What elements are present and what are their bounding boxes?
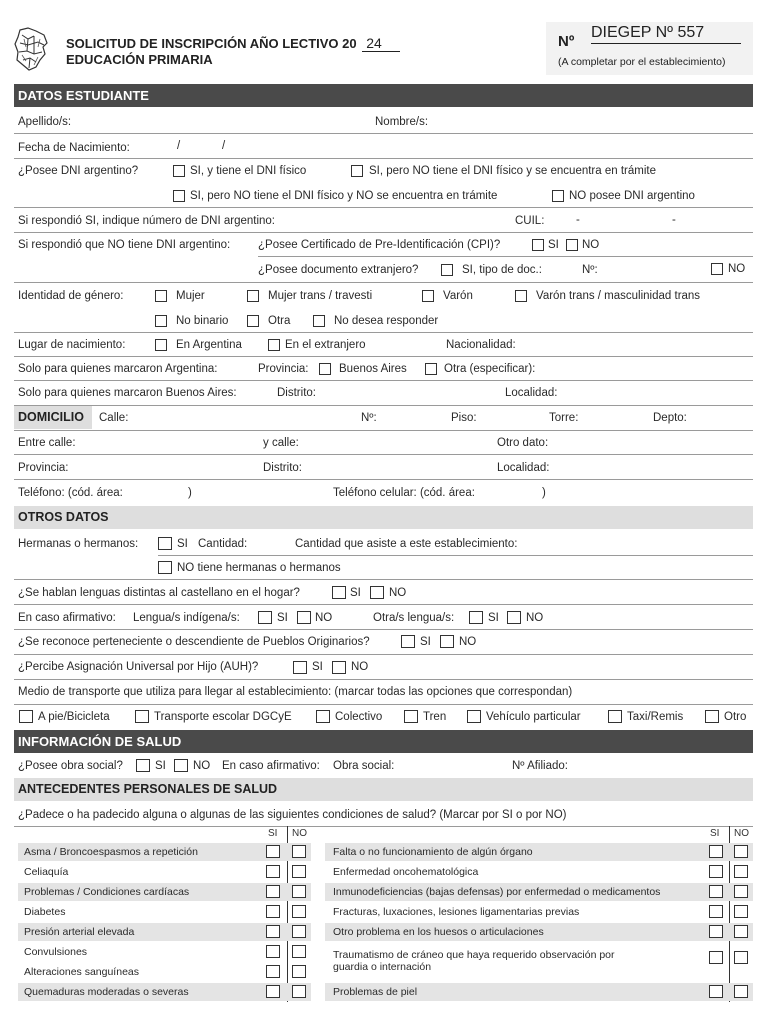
lenguas-no-checkbox[interactable] [370,586,384,599]
doc-ext-si-checkbox[interactable] [441,264,453,276]
solo-argentina-label: Solo para quienes marcaron Argentina: [18,363,218,375]
province-map-logo [14,27,48,71]
doc-tipo-label: SI, tipo de doc.: [462,264,542,276]
lenguas-si-checkbox[interactable] [332,586,346,599]
health-left-label: Diabetes [24,906,66,918]
dni-option-2-checkbox[interactable] [351,165,363,177]
transporte-taxi-checkbox[interactable] [608,710,622,723]
provincia-bsas-checkbox[interactable] [319,363,331,375]
transporte-escolar-label: Transporte escolar DGCyE [154,711,292,723]
celular-label: Teléfono celular: (cód. área: [333,487,475,499]
lenguas-no-label: NO [389,587,407,599]
lugar-extranjero-label: En el extranjero [285,339,366,351]
obra-afirmativo-label: En caso afirmativo: [222,760,320,772]
health-left-no-checkbox[interactable] [292,865,306,878]
provincia-otra-checkbox[interactable] [425,363,437,375]
health-left-si-checkbox[interactable] [266,985,280,998]
health-right-no-checkbox[interactable] [734,951,748,964]
health-left-label: Problemas / Condiciones cardíacas [24,886,190,898]
solo-bsas-label: Solo para quienes marcaron Buenos Aires: [18,387,237,399]
registration-number-box [546,22,753,75]
genero-nodesea-label: No desea responder [334,315,439,327]
distrito-label: Distrito: [277,387,316,399]
health-left-no-checkbox[interactable] [292,905,306,918]
antecedentes-question: ¿Padece o ha padecido alguna o algunas de las siguientes condiciones de salud? (Marcar por SI o por NO) [18,809,567,821]
provincia-otra-label: Otra (especificar): [444,363,536,375]
y-calle-label: y calle: [263,437,299,449]
transporte-vehiculo-checkbox[interactable] [467,710,481,723]
obra-no-checkbox[interactable] [174,759,188,772]
section-otros-datos: OTROS DATOS [14,506,753,529]
section-antecedentes: ANTECEDENTES PERSONALES DE SALUD [14,778,753,801]
dni-option-1-checkbox[interactable] [173,165,185,177]
hermanos-label: Hermanas o hermanos: [18,538,139,550]
cpi-no-label: NO [582,239,600,251]
provincia-label: Provincia: [258,363,309,375]
cuil-dash-1: - [576,214,580,226]
lugar-extranjero-checkbox[interactable] [268,339,280,351]
health-left-si-checkbox[interactable] [266,965,280,978]
obra-si-checkbox[interactable] [136,759,150,772]
no-dni-label: Si respondió que NO tiene DNI argentino: [18,239,231,251]
transporte-colectivo-label: Colectivo [335,711,383,723]
hermanos-si-label: SI [177,538,188,550]
cuil-label: CUIL: [515,215,545,227]
localidad-label: Localidad: [505,387,558,399]
health-left-si-checkbox[interactable] [266,865,280,878]
health-right-si-checkbox[interactable] [709,905,723,918]
lenguas-si-label: SI [350,587,361,599]
transporte-escolar-checkbox[interactable] [135,710,149,723]
transporte-pie-checkbox[interactable] [19,710,33,723]
genero-mujer-trans-label: Mujer trans / travesti [268,290,373,302]
dni-option-3-label: SI, pero NO tiene el DNI físico y NO se encuentra en trámite [190,190,498,202]
obra-no-label: NO [193,760,211,772]
transporte-taxi-label: Taxi/Remis [627,711,684,723]
health-right-si-checkbox[interactable] [709,951,723,964]
health-left-label: Quemaduras moderadas o severas [24,986,189,998]
health-left-label: Alteraciones sanguíneas [24,966,139,978]
health-left-label: Celiaquía [24,866,69,878]
transporte-pie-label: A pie/Bicicleta [38,711,110,723]
health-right-label: Falta o no funcionamiento de algún órgano [333,846,533,858]
indigena-no-checkbox[interactable] [297,611,311,624]
health-left-no-checkbox[interactable] [292,925,306,938]
depto-label: Depto: [653,412,687,424]
right-si-header: SI [710,828,720,839]
indigena-si-checkbox[interactable] [258,611,272,624]
health-right-no-checkbox[interactable] [734,845,748,858]
health-right-no-checkbox[interactable] [734,885,748,898]
auh-no-label: NO [351,661,369,673]
originarios-si-label: SI [420,636,431,648]
doc-ext-no-label: NO [728,263,746,275]
transporte-tren-checkbox[interactable] [404,710,418,723]
nombre-label: Nombre/s: [375,116,429,128]
otras-si-checkbox[interactable] [469,611,483,624]
cantidad-asiste-label: Cantidad que asiste a este establecimiento: [295,538,518,550]
transporte-vehiculo-label: Vehículo particular [486,711,581,723]
health-right-label: Enfermedad oncohematológica [333,866,479,878]
number-field[interactable]: DIEGEP Nº 557 [591,24,741,44]
cpi-si-label: SI [548,239,559,251]
number-label: Nº [558,33,575,50]
dni-question: ¿Posee DNI argentino? [18,165,139,177]
genero-mujer-checkbox[interactable] [155,290,167,302]
dni-option-3-checkbox[interactable] [173,190,185,202]
health-right-row [325,843,753,861]
doc-ext-question: ¿Posee documento extranjero? [258,264,419,276]
health-left-si-checkbox[interactable] [266,845,280,858]
cpi-si-checkbox[interactable] [532,239,544,251]
nacionalidad-label: Nacionalidad: [446,339,516,351]
health-right-label-cont: guardia o internación [333,961,432,973]
health-right-si-checkbox[interactable] [709,925,723,938]
transporte-colectivo-checkbox[interactable] [316,710,330,723]
dni-option-2-label: SI, pero NO tiene el DNI físico y se encuentra en trámite [369,165,656,177]
title-line2: EDUCACIÓN PRIMARIA [66,52,213,67]
lugar-label: Lugar de nacimiento: [18,339,126,351]
health-left-no-checkbox[interactable] [292,885,306,898]
genero-otra-label: Otra [268,315,291,327]
health-right-label: Otro problema en los huesos o articulaciones [333,926,544,938]
lugar-argentina-checkbox[interactable] [155,339,167,351]
health-right-no-checkbox[interactable] [734,925,748,938]
title-line1: SOLICITUD DE INSCRIPCIÓN AÑO LECTIVO 20 [66,36,357,51]
health-right-label: Fracturas, luxaciones, lesiones ligamentarias previas [333,906,580,918]
lugar-argentina-label: En Argentina [176,339,242,351]
genero-otra-checkbox[interactable] [247,315,259,327]
fecha-label: Fecha de Nacimiento: [18,142,130,154]
indigena-no-label: NO [315,612,333,624]
otro-dato-label: Otro dato: [497,437,549,449]
genero-nobinario-checkbox[interactable] [155,315,167,327]
health-left-no-checkbox[interactable] [292,985,306,998]
health-left-si-checkbox[interactable] [266,925,280,938]
hermanos-si-checkbox[interactable] [158,537,172,550]
health-left-no-checkbox[interactable] [292,945,306,958]
doc-num-label: Nº: [582,264,598,276]
originarios-no-label: NO [459,636,477,648]
indigena-label: Lengua/s indígena/s: [133,612,240,624]
auh-si-label: SI [312,661,323,673]
number-note: (A completar por el establecimiento) [558,56,726,68]
calle-label: Calle: [99,412,129,424]
health-right-row [325,863,753,881]
dom-localidad-label: Localidad: [497,462,550,474]
health-right-no-checkbox[interactable] [734,865,748,878]
dni-option-1-label: SI, y tiene el DNI físico [190,165,307,177]
obra-si-label: SI [155,760,166,772]
afiliado-label: Nº Afiliado: [512,760,568,772]
genero-nobinario-label: No binario [176,315,229,327]
health-right-row [325,923,753,941]
health-left-no-checkbox[interactable] [292,845,306,858]
fecha-slash-1: / [177,140,181,152]
apellido-label: Apellido/s: [18,116,72,128]
obra-social-label: Obra social: [333,760,395,772]
no-hermanos-label: NO tiene hermanas o hermanos [177,562,341,574]
transporte-tren-label: Tren [423,711,447,723]
health-right-no-checkbox[interactable] [734,905,748,918]
no-hermanos-checkbox[interactable] [158,561,172,574]
fecha-slash-2: / [222,140,226,152]
section-domicilio: DOMICILIO [14,406,92,429]
dni-option-4-label: NO posee DNI argentino [569,190,695,202]
health-right-label: Problemas de piel [333,986,418,998]
obra-social-question: ¿Posee obra social? [18,760,123,772]
genero-varon-checkbox[interactable] [422,290,434,302]
cantidad-label: Cantidad: [198,538,248,550]
health-right-si-checkbox[interactable] [709,845,723,858]
health-left-label: Convulsiones [24,946,88,958]
telefono-paren: ) [188,487,192,499]
doc-ext-no-checkbox[interactable] [711,263,723,275]
cpi-question: ¿Posee Certificado de Pre-Identificación (CPI)? [258,239,501,251]
genero-varon-label: Varón [443,290,473,302]
auh-si-checkbox[interactable] [293,661,307,674]
genero-mujer-label: Mujer [176,290,205,302]
auh-question: ¿Percibe Asignación Universal por Hijo (AUH)? [18,661,259,673]
otras-no-label: NO [526,612,544,624]
genero-varon-trans-label: Varón trans / masculinidad trans [536,290,701,302]
health-right-si-checkbox[interactable] [709,865,723,878]
otras-lenguas-label: Otra/s lengua/s: [373,612,455,624]
health-left-no-checkbox[interactable] [292,965,306,978]
health-right-si-checkbox[interactable] [709,885,723,898]
telefono-label: Teléfono: (cód. área: [18,487,123,499]
health-right-row [325,883,753,901]
transporte-otro-checkbox[interactable] [705,710,719,723]
dni-option-4-checkbox[interactable] [552,190,564,202]
right-no-header: NO [734,828,749,839]
year-field[interactable]: 24 [362,36,400,52]
dom-distrito-label: Distrito: [263,462,302,474]
health-right-no-checkbox[interactable] [734,985,748,998]
piso-label: Piso: [451,412,477,424]
provincia-bsas-label: Buenos Aires [339,363,407,375]
afirmativo-label: En caso afirmativo: [18,612,116,624]
dom-num-label: Nº: [361,412,377,424]
celular-paren: ) [542,487,546,499]
transporte-question: Medio de transporte que utiliza para llegar al establecimiento: (marcar todas las opciones que correspondan) [18,686,573,698]
health-right-row [325,983,753,1001]
originarios-si-checkbox[interactable] [401,635,415,648]
section-informacion-salud: INFORMACIÓN DE SALUD [14,730,753,753]
transporte-otro-label: Otro [724,711,747,723]
originarios-no-checkbox[interactable] [440,635,454,648]
health-left-label: Presión arterial elevada [24,926,135,938]
health-right-row [325,943,753,981]
genero-mujer-trans-checkbox[interactable] [247,290,259,302]
genero-varon-trans-checkbox[interactable] [515,290,527,302]
genero-nodesea-checkbox[interactable] [313,315,325,327]
originarios-question: ¿Se reconoce perteneciente o descendiente de Pueblos Originarios? [18,636,370,648]
dni-number-label: Si respondió SI, indique número de DNI argentino: [18,215,275,227]
health-right-si-checkbox[interactable] [709,985,723,998]
entre-calle-label: Entre calle: [18,437,76,449]
cuil-dash-2: - [672,214,676,226]
form-title [66,36,400,67]
dom-provincia-label: Provincia: [18,462,69,474]
otras-no-checkbox[interactable] [507,611,521,624]
indigena-si-label: SI [277,612,288,624]
health-left-si-checkbox[interactable] [266,945,280,958]
health-left-label: Asma / Broncoespasmos a repetición [24,846,198,858]
health-right-label: Traumatismo de cráneo que haya requerido observación por [333,949,615,961]
cpi-no-checkbox[interactable] [566,239,578,251]
health-right-label: Inmunodeficiencias (bajas defensas) por enfermedad o medicamentos [333,886,661,898]
genero-label: Identidad de género: [18,290,124,302]
auh-no-checkbox[interactable] [332,661,346,674]
lenguas-question: ¿Se hablan lenguas distintas al castellano en el hogar? [18,587,300,599]
health-left-si-checkbox[interactable] [266,885,280,898]
torre-label: Torre: [549,412,579,424]
left-no-header: NO [292,828,307,839]
section-datos-estudiante: DATOS ESTUDIANTE [14,84,753,107]
otras-si-label: SI [488,612,499,624]
health-right-row [325,903,753,921]
left-si-header: SI [268,828,278,839]
health-left-si-checkbox[interactable] [266,905,280,918]
